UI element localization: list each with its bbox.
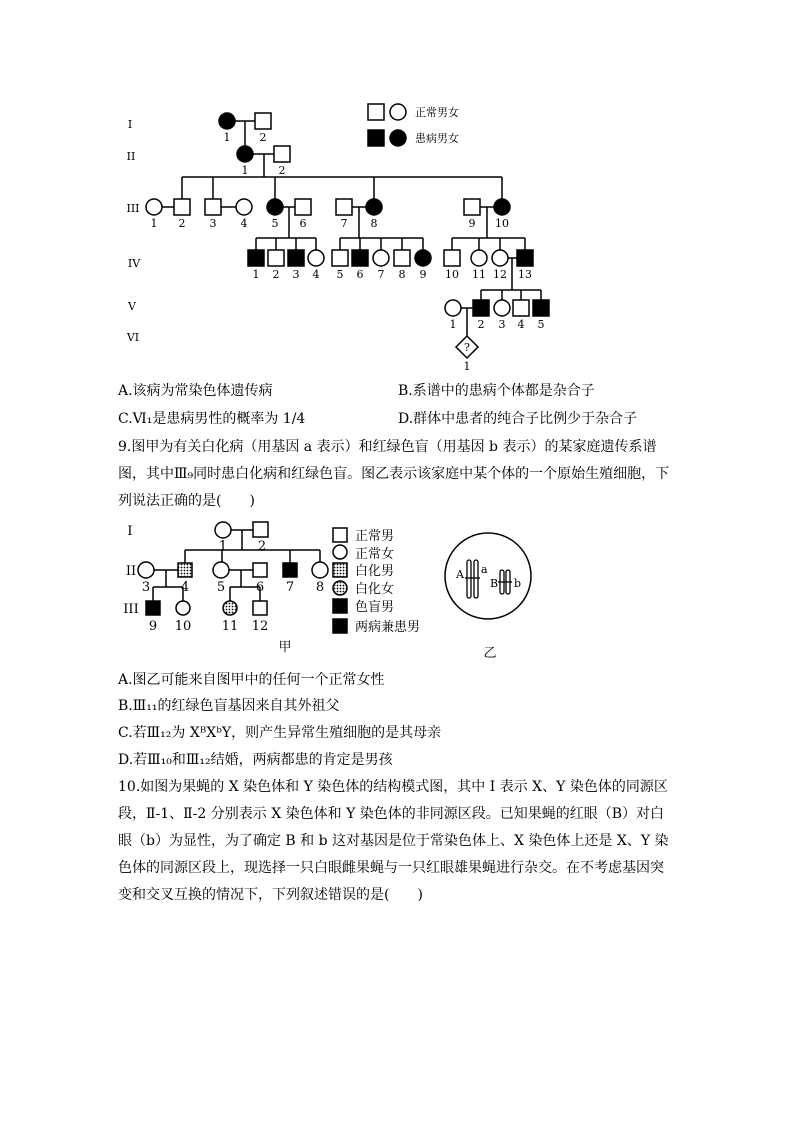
q9-option-c: C.若Ⅲ₁₂为 XᴮXᵇY，则产生异常生殖细胞的是其母亲 [118,725,442,741]
q8-option-a: A.该病为常染色体遗传病 [118,383,273,399]
ind-number: 1 [449,318,457,331]
ind-number: 8 [315,580,325,595]
ind-number: 1 [218,539,228,554]
ind-number: 8 [370,217,378,230]
q9-option-a: A.图乙可能来自图甲中的任何一个正常女性 [118,672,385,688]
gen-label: I [127,524,133,539]
legend-label: 白化男 [355,564,395,579]
ind-number: 5 [271,217,279,230]
ind-number: 10 [445,268,459,281]
ind-number: 7 [285,580,295,595]
ind-number: 10 [495,217,509,230]
gen-label: II [125,564,137,579]
q9-stem-line: 列说法正确的是( ) [118,493,255,509]
gen-label: VI [126,331,140,344]
legend-label: 两病兼患男 [355,620,421,635]
q10-stem-line: 10.如图为果蝇的 X 染色体和 Y 染色体的结构模式图，其中 I 表示 X、Y 染色体的同源区 [118,779,668,795]
ind-number: 5 [537,318,545,331]
ind-number: 3 [292,268,300,281]
ind-number: 6 [255,580,265,595]
ind-number: 1 [150,217,158,230]
legend-label: 正常男 [355,529,395,544]
ind-number: 7 [377,268,385,281]
gene-label: B [490,577,499,590]
ind-number: 2 [477,318,485,331]
ind-number: 5 [216,580,226,595]
ind-number: 6 [299,217,307,230]
q9-stem-line: 图，其中Ⅲ₉同时患白化病和红绿色盲。图乙表示该家庭中某个体的一个原始生殖细胞，下 [118,466,670,482]
ind-number: 5 [336,268,344,281]
ind-number: 4 [517,318,525,331]
q9-option-b: B.Ⅲ₁₁的红绿色盲基因来自其外祖父 [118,698,340,714]
gene-label: A [456,568,464,581]
gene-label: a [481,563,488,576]
ind-number: 2 [257,539,267,554]
gen-label: III [123,602,139,617]
legend-label: 色盲男 [355,600,395,615]
ind-number: 3 [209,217,217,230]
ind-number: 9 [419,268,427,281]
unknown-mark: ? [464,341,470,354]
ind-number: 1 [241,164,249,177]
gen-label: I [127,118,133,131]
q8-option-b: B.系谱中的患病个体都是杂合子 [398,383,595,399]
ind-number: 11 [221,619,239,634]
ind-number: 4 [240,217,248,230]
q10-stem-line: 色体的同源区段上，现选择一只白眼雌果蝇与一只红眼雄果蝇进行杂交。在不考虑基因突 [118,860,664,876]
q8-option-c: C.Ⅵ₁是患病男性的概率为 1/4 [118,411,306,427]
ind-number: 7 [340,217,348,230]
gen-label: IV [127,257,141,270]
q9-stem-line: 9.图甲为有关白化病（用基因 a 表示）和红绿色盲（用基因 b 表示）的某家庭遗传系谱 [118,439,657,455]
ind-number: 1 [463,360,471,370]
q10-stem-line: 变和交叉互换的情况下，下列叙述错误的是( ) [118,887,423,903]
ind-number: 2 [259,131,267,144]
legend-label: 白化女 [355,582,395,597]
ind-number: 3 [141,580,151,595]
ind-number: 13 [518,268,532,281]
ind-number: 3 [498,318,506,331]
ind-number: 12 [251,619,269,634]
ind-number: 4 [180,580,190,595]
ind-number: 6 [356,268,364,281]
ind-number: 1 [252,268,260,281]
legend-normal-label: 正常男女 [415,106,459,119]
ind-number: 11 [472,268,486,281]
legend-affected-label: 患病男女 [415,132,459,145]
q9-option-d: D.若Ⅲ₁₀和Ⅲ₁₂结婚，两病都患的肯定是男孩 [118,752,393,768]
ind-number: 8 [398,268,406,281]
gene-label: b [514,577,522,590]
ind-number: 4 [312,268,320,281]
ind-number: 12 [493,268,507,281]
ind-number: 2 [278,164,286,177]
ind-number: 2 [272,268,280,281]
pedigree-chart-1 [0,0,794,370]
q10-stem-line: 眼（b）为显性，为了确定 B 和 b 这对基因是位于常染色体上、X 染色体上还是 X、Y 染 [118,833,669,849]
gen-label: III [126,202,140,215]
gen-label: V [128,300,136,313]
q8-option-d: D.群体中患者的纯合子比例少于杂合子 [398,411,638,427]
gen-label: II [126,150,136,163]
figure-label-yi: 乙 [483,646,497,661]
ind-number: 9 [468,217,476,230]
q10-stem-line: 段，Ⅱ-1、Ⅱ-2 分别表示 X 染色体和 Y 染色体的非同源区段。已知果蝇的红眼（B）对白 [118,806,665,822]
ind-number: 10 [174,619,192,634]
figure-label-jia: 甲 [278,640,292,655]
legend-label: 正常女 [355,547,395,562]
ind-number: 2 [178,217,186,230]
pedigree-chart-2 [0,515,794,665]
ind-number: 9 [148,619,158,634]
ind-number: 1 [223,131,231,144]
